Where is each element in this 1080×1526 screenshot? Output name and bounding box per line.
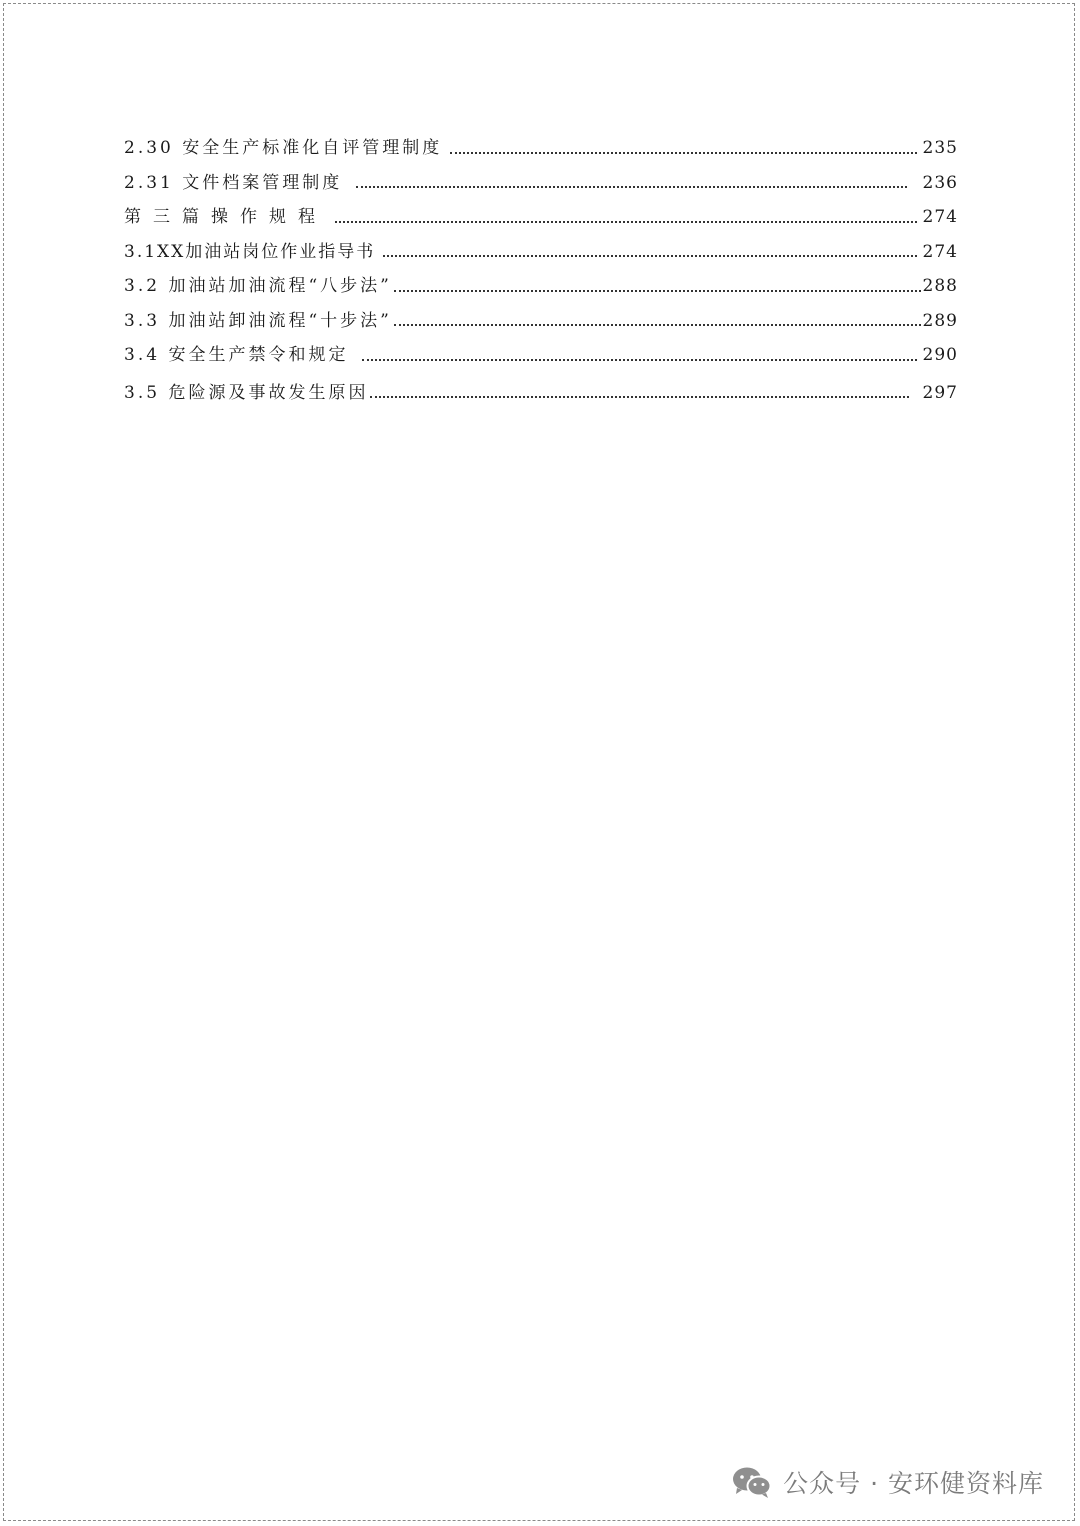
- toc-entry-title: 3.5 危险源及事故发生原因: [124, 382, 369, 403]
- toc-entry-page: 288: [922, 276, 958, 296]
- dot-leader: [394, 290, 921, 292]
- toc-entry-page: 290: [922, 345, 958, 365]
- toc-entry-title: 3.4 安全生产禁令和规定: [124, 345, 349, 365]
- toc-entry: [124, 169, 958, 204]
- dot-leader: [394, 324, 921, 326]
- dot-leader: [356, 186, 906, 188]
- toc-entry: [124, 307, 958, 342]
- toc-entry-page: 297: [922, 382, 958, 403]
- watermark: [731, 1464, 1044, 1500]
- toc-entry-title: 3.1XX加油站岗位作业指导书: [124, 241, 376, 262]
- toc-entry-title: 2.31 文件档案管理制度: [124, 172, 343, 193]
- watermark-text: 公众号 · 安环健资料库: [783, 1469, 1044, 1498]
- dot-leader: [335, 221, 917, 223]
- table-of-contents: [124, 134, 958, 413]
- dot-leader: [362, 359, 916, 361]
- toc-entry-title: 2.30 安全生产标准化自评管理制度: [124, 138, 443, 158]
- toc-entry-page: 236: [922, 172, 958, 193]
- wechat-icon: [731, 1465, 773, 1499]
- dot-leader: [450, 152, 916, 154]
- toc-entry: [124, 272, 958, 307]
- toc-entry: [124, 341, 958, 376]
- toc-entry: [124, 203, 958, 238]
- toc-entry-page: 274: [922, 207, 958, 227]
- toc-entry-title: 3.2 加油站加油流程“八步法”: [124, 276, 392, 296]
- toc-entry-title: 第三篇操作规程: [124, 207, 327, 227]
- toc-entry: [124, 134, 958, 169]
- dot-leader: [383, 255, 916, 257]
- toc-entry-title: 3.3 加油站卸油流程“十步法”: [124, 310, 392, 331]
- dot-leader: [370, 396, 908, 398]
- toc-entry: [124, 238, 958, 273]
- toc-entry-page: 289: [922, 310, 958, 331]
- toc-entry-page: 274: [922, 241, 958, 262]
- toc-entry-page: 235: [922, 138, 958, 158]
- toc-entry: [124, 379, 958, 414]
